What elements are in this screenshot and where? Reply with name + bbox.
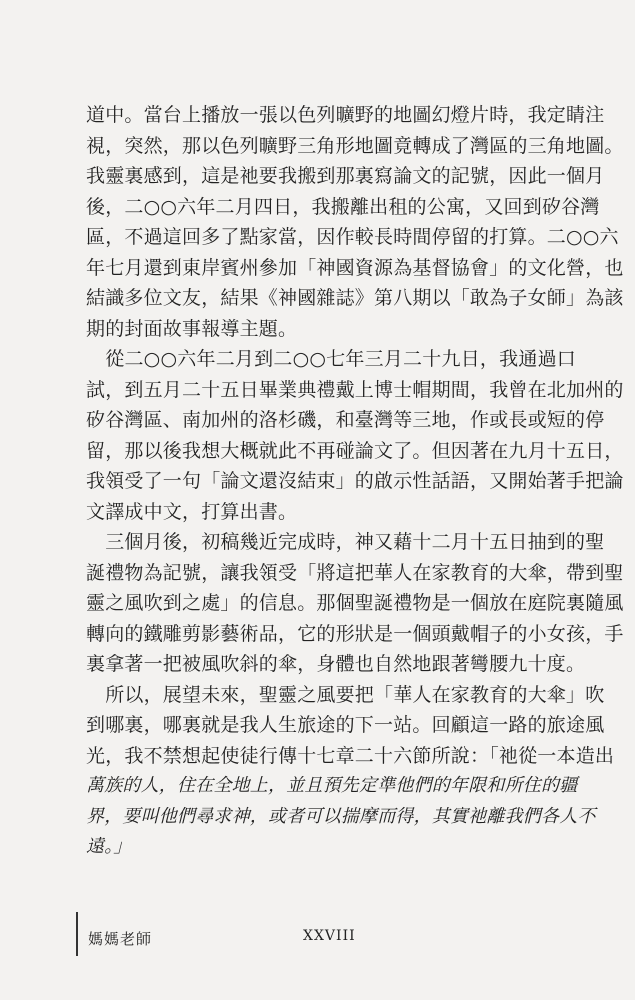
running-footer-title: 媽媽老師 <box>88 930 153 948</box>
text-line: 年七月還到東岸賓州參加「神國資源為基督協會」的文化營，也 <box>86 256 624 279</box>
text-line: 裏拿著一把被風吹斜的傘，身體也自然地跟著彎腰九十度。 <box>86 653 586 675</box>
text-line: 後，二○○六年二月四日，我搬離出租的公寓，又回到矽谷灣 <box>86 195 600 218</box>
text-line: 所以，展望未來，聖靈之風要把「華人在家教育的大傘」吹 <box>86 683 605 706</box>
text-line: 轉向的鐵雕剪影藝術品，它的形狀是一個頭戴帽子的小女孩，手 <box>86 622 624 645</box>
text-line: 我領受了一句「論文還沒結束」的啟示性話語，又開始著手把論 <box>86 470 624 492</box>
text-line: 期的封面故事報導主題。 <box>86 317 298 340</box>
quote-line: 界，要叫他們尋求神，或者可以揣摩而得，其實祂離我們各人不 <box>86 805 596 827</box>
scripture-quote <box>86 771 596 863</box>
quote-line: 遠。」 <box>86 836 132 857</box>
text-line: 區，不過這回多了點家當，因作較長時間停留的打算。二○○六 <box>86 226 619 248</box>
body-text <box>86 100 624 863</box>
text-line: 我靈裏感到，這是祂要我搬到那裏寫論文的記號，因此一個月 <box>86 165 605 187</box>
text-line: 靈之風吹到之處」的信息。那個聖誕禮物是一個放在庭院裏隨風 <box>86 592 624 614</box>
text-line: 從二○○六年二月到二○○七年三月二十九日，我通過口 <box>86 348 576 370</box>
text-line: 文譯成中文，打算出書。 <box>86 500 298 523</box>
text-line: 矽谷灣區、南加州的洛杉磯，和臺灣等三地，作或長或短的停 <box>86 409 605 431</box>
paragraph-2 <box>86 344 624 527</box>
page-number: XXVIII <box>303 928 356 944</box>
text-line: 三個月後，初稿幾近完成時，神又藉十二月十五日抽到的聖 <box>86 531 605 553</box>
text-line: 誕禮物為記號，讓我領受「將這把華人在家教育的大傘，帶到聖 <box>86 561 624 584</box>
text-line: 光，我不禁想起使徒行傳十七章二十六節所說：「祂從一本造出 <box>86 744 615 767</box>
text-line: 視，突然，那以色列曠野三角形地圖竟轉成了灣區的三角地圖。 <box>86 134 624 157</box>
text-line: 到哪裏，哪裏就是我人生旅途的下一站。回顧這一路的旅途風 <box>86 714 605 736</box>
paragraph-1 <box>86 100 624 344</box>
text-line: 試，到五月二十五日畢業典禮戴上博士帽期間，我曾在北加州的 <box>86 378 624 401</box>
quote-line: 萬族的人，住在全地上，並且預先定準他們的年限和所住的疆 <box>86 775 578 796</box>
footer-rule <box>76 912 78 956</box>
paragraph-3 <box>86 527 624 680</box>
text-line: 道中。當台上播放一張以色列曠野的地圖幻燈片時，我定睛注 <box>86 104 605 126</box>
text-line: 結識多位文友，結果《神國雜誌》第八期以「敢為子女師」為該 <box>86 287 624 309</box>
paragraph-4 <box>86 680 615 772</box>
text-line: 留，那以後我想大概就此不再碰論文了。但因著在九月十五日， <box>86 439 624 462</box>
